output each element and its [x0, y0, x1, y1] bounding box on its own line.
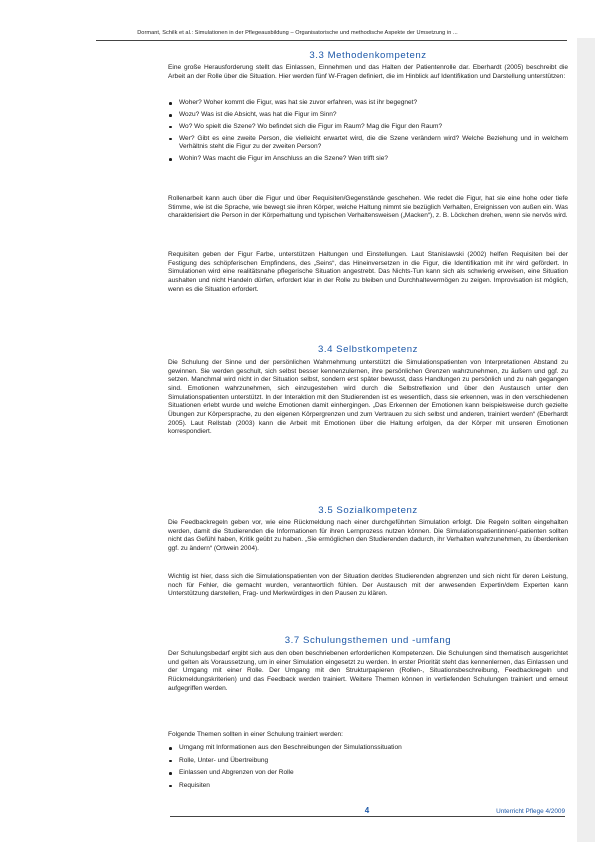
- paragraph-selbstkompetenz: Die Schulung der Sinne und der persönlichen Wahrnehmung unterstützt die Simulationspatienten von Interpretationen Abstand zu gewinnen. Sie werden geschult, sich selbst besser kennenzulernen, ihre persönlichen Grenzen wahrzunehmen, zu äußern und ggf. zu setzen. Manchmal wird nicht in der Situation selbst, sondern erst später bewusst, dass Handlungen zu persönlich und zu nah gegangen sind. Emotionen wahrzunehmen, sich einzugestehen wird durch die Selbstreflexion und über den Austausch unter den Simulationspatienten unterstützt. In der Interaktion mit den Studierenden ist es wesentlich, dass sie erkennen, was in den verschiedenen Situationen erlebt wurde und welche Emotionen damit einhergingen. „Das Erkennen der Emotionen kann beispielsweise durch gezielte Übungen zur Körpersprache, zu den eigenen Körpergrenzen und zum Vertrauen zu sich selbst und anderen, trainiert werden“ (Eberhardt 2005). Laut Rellstab (2003) kann die Arbeit mit Emotionen über die Haltung erfolgen, da der Körper mit unseren Emotionen korrespondiert.: [168, 359, 568, 436]
- bullet-icon: [169, 772, 172, 775]
- list-item: Requisiten: [168, 782, 568, 791]
- list-item: Wohin? Was macht die Figur im Anschluss an die Szene? Wen trifft sie?: [168, 155, 568, 164]
- paragraph-sozial-abgrenzung: Wichtig ist hier, dass sich die Simulationspatienten von der Situation der/des Studierenden abgrenzen und sich nicht für deren Leistung, noch für Fehler, die gemacht wurden, verantwortlich fühlen. Der Austausch mit der anwesenden Expertin/dem Experten kann Unterstützung darstellen, Frag- und Merkwürdiges in den Pausen zu klären.: [168, 573, 568, 598]
- bullet-icon: [169, 747, 172, 750]
- w-questions-list: [168, 99, 568, 164]
- training-topics-list: [168, 744, 568, 790]
- list-item: Wo? Wo spielt die Szene? Wo befindet sich die Figur im Raum? Mag die Figur den Raum?: [168, 123, 568, 132]
- bullet-icon: [169, 138, 172, 141]
- paragraph-schulungsbedarf: Der Schulungsbedarf ergibt sich aus den oben beschriebenen erforderlichen Kompetenzen. Die Schulungen sind thematisch ausgerichtet und gelten als Voraussetzung, um in einer Simulation eingesetzt zu werden. In erster Priorität steht das kennenlernen, das Einlassen und der Umgang mit einer Rolle. Der Umgang mit den Strukturpapieren (Rollen-, Situationsbeschreibung, Feedbackregeln und Rückmeldungskriterien) und das Feedback werden trainiert. Weitere Themen können in vertiefenden Schulungen trainiert und erneut aufgegriffen werden.: [168, 650, 568, 692]
- bullet-icon: [169, 760, 172, 763]
- list-item: Rolle, Unter- und Übertreibung: [168, 757, 568, 766]
- section-heading-sozialkompetenz: 3.5 Sozialkompetenz: [318, 505, 418, 516]
- page-number: 4: [364, 806, 370, 815]
- footer-rule: [170, 816, 565, 817]
- bullet-icon: [169, 785, 172, 788]
- side-margin-strip: [577, 38, 595, 842]
- list-item: Wozu? Was ist die Absicht, was hat die Figur im Sinn?: [168, 111, 568, 120]
- section-heading-selbstkompetenz: 3.4 Selbstkompetenz: [317, 344, 419, 355]
- bullet-icon: [169, 102, 172, 105]
- bullet-icon: [169, 126, 172, 129]
- paragraph-methoden-requisiten: Requisiten geben der Figur Farbe, unterstützen Haltungen und Einstellungen. Laut Stanislawski (2002) helfen Requisiten bei der Festigung des schöpferischen Empfindens, des „Seins“, das Hineinversetzen in die Figur, die Identifikation mit ihr wird gefördert. In Simulationen wird eine realitätsnahe pflegerische Situation angestrebt. Das Nichts-Tun kann sich als schwierig erweisen, eine Situation aushalten und nicht Handeln dürfen, erfordert klar in der Rolle zu bleiben und Durchhaltevermögen zu zeigen. Improvisation ist möglich, wenn es die Situation erfordert.: [168, 251, 568, 293]
- journal-name: Unterricht Pflege 4/2009: [496, 808, 565, 815]
- bullet-icon: [169, 158, 172, 161]
- list-item: Woher? Woher kommt die Figur, was hat sie zuvor erfahren, was ist ihr begegnet?: [168, 99, 568, 108]
- list-item: Wer? Gibt es eine zweite Person, die vielleicht erwartet wird, die die Szene verändern wird? Welche Beziehung und in welchem Verhältnis steht die Figur zu der zweiten Person?: [168, 135, 568, 152]
- section-heading-schulungsthemen: 3.7 Schulungsthemen und -umfang: [284, 635, 452, 646]
- paragraph-methoden-rollenarbeit: Rollenarbeit kann auch über die Figur und über Requisiten/Gegenstände geschehen. Wie redet die Figur, hat sie eine hohe oder tiefe Stimme, wie ist die Sprache, wie bewegt sie ihren Körper, welche Haltung nimmt sie bezüglich Verhalten, Ereignissen von außen ein. Was charakterisiert die Person in der Körperhaltung und typischen Verhaltensweisen („Macken“), z. B. Löckchen drehen, wenn sie nervös wird.: [168, 195, 568, 220]
- header-rule: [96, 40, 567, 41]
- list-item: Einlassen und Abgrenzen von der Rolle: [168, 769, 568, 778]
- section-heading-methodenkompetenz: 3.3 Methodenkompetenz: [309, 50, 427, 61]
- paragraph-schulung-themen-intro: Folgende Themen sollten in einer Schulung trainiert werden:: [168, 731, 343, 738]
- bullet-icon: [169, 114, 172, 117]
- paragraph-methoden-intro: Eine große Herausforderung stellt das Einlassen, Einnehmen und das Halten der Patientenrolle dar. Eberhardt (2005) beschreibt die Arbeit an der Rolle über die Situation. Hier werden fünf W-Fragen definiert, die im Hinblick auf Identifikation und Darstellung unterstützen:: [168, 64, 568, 80]
- list-item: Umgang mit Informationen aus den Beschreibungen der Simulationssituation: [168, 744, 568, 753]
- paragraph-sozial-feedback: Die Feedbackregeln geben vor, wie eine Rückmeldung nach einer durchgeführten Simulation erfolgt. Die Regeln sollten eingehalten werden, damit die Studierenden die Informationen für ihren Lernprozess nutzen können. Die Simulationspatientinnen/-patienten sollten nicht das Gefühl haben, Kritik geübt zu haben. „Sie ermöglichen den Studierenden dadurch, ihr Verhalten wahrzunehmen, zu überdenken ggf. zu ändern“ (Ortwein 2004).: [168, 519, 568, 552]
- running-header: Dormant, Schilk et al.: Simulationen in der Pflegeausbildung – Organisatorische und methodische Aspekte der Umsetzung in ...: [137, 30, 458, 36]
